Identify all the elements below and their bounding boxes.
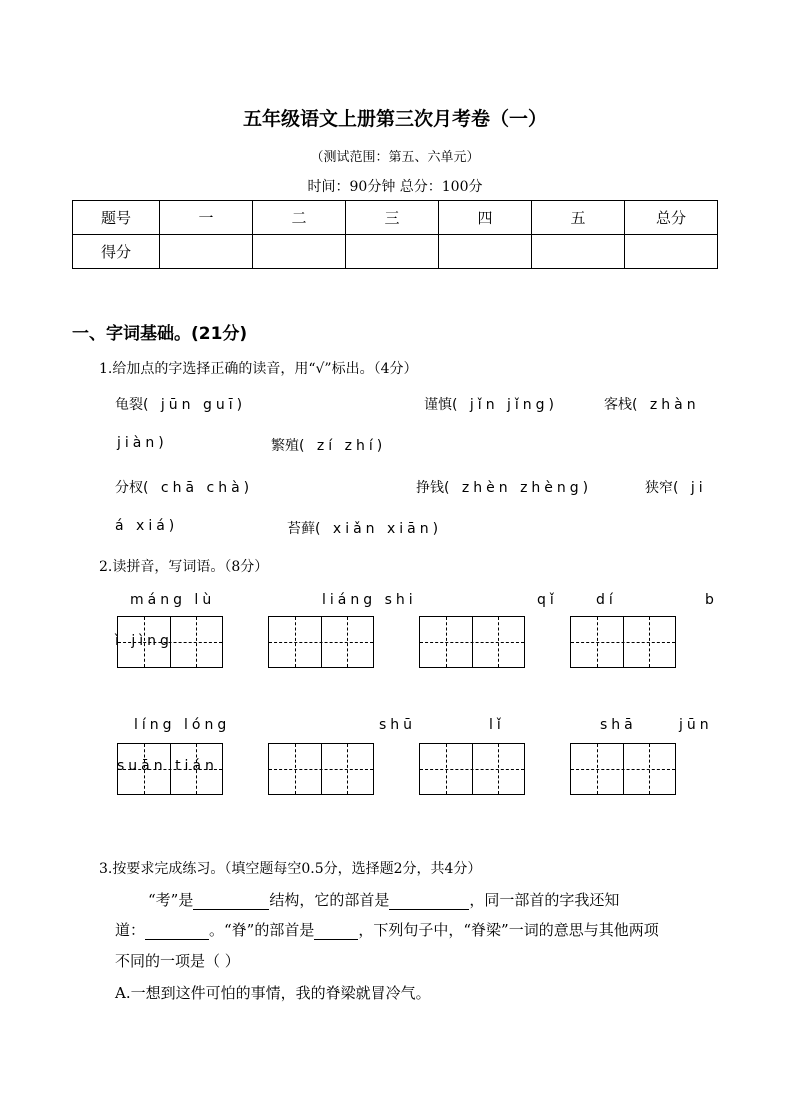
q2-pinyin-overflow: suān tián [117, 758, 218, 774]
q2-pinyin: líng lóng [134, 717, 231, 733]
q2-writing-grid[interactable] [419, 616, 525, 668]
score-table-header-cell: 总分 [625, 201, 718, 235]
exam-subtitle: （测试范围：第五、六单元） [310, 150, 480, 165]
q2-pinyin: shā [600, 717, 637, 733]
score-cell[interactable] [532, 235, 625, 269]
q2-pinyin: shū [379, 717, 417, 733]
q2-pinyin: lǐ [489, 717, 505, 733]
q2-pinyin-overflow: ì jìng [115, 633, 173, 649]
q1-word-6: 挣钱( zhèn zhèng) [416, 480, 593, 496]
q2-pinyin: liáng shi [322, 592, 417, 608]
q2-pinyin: dí [596, 592, 617, 608]
q1-word-4: 繁殖( zí zhí) [271, 438, 387, 454]
q3-blank-ji-radical[interactable] [314, 923, 358, 940]
q3-prompt: 3.按要求完成练习。（填空题每空0.5分，选择题2分，共4分） [99, 861, 482, 877]
q2-writing-grid[interactable] [570, 616, 676, 668]
q1-word-7: 狭窄( ji [645, 480, 707, 496]
score-table-header-row [73, 201, 718, 235]
score-row-label: 得分 [73, 235, 160, 269]
score-table-header-cell: 一 [160, 201, 253, 235]
q3-blank-structure[interactable] [193, 893, 269, 910]
score-table [72, 200, 718, 269]
q3-blank-same-radical[interactable] [145, 923, 209, 940]
score-cell[interactable] [439, 235, 532, 269]
q2-prompt: 2.读拼音，写词语。（8分） [99, 559, 269, 575]
q1-word-1: 龟裂( jūn guī) [115, 397, 247, 413]
q2-writing-grid[interactable] [268, 743, 374, 795]
q3-option-a[interactable]: A.一想到这件可怕的事情，我的脊梁就冒冷气。 [115, 984, 431, 1002]
q1-word-5: 分杈( chā chà) [115, 480, 254, 496]
q2-pinyin: qǐ [537, 592, 558, 608]
q1-word-8: 苔藓( xiǎn xiān) [287, 521, 443, 537]
score-cell[interactable] [253, 235, 346, 269]
q2-writing-grid[interactable] [268, 616, 374, 668]
score-table-header-cell: 四 [439, 201, 532, 235]
q2-pinyin: máng lù [130, 592, 216, 608]
score-cell[interactable] [160, 235, 253, 269]
q3-line-1: “考”是 结构，它的部首是 ，同一部首的字我还知 [148, 891, 620, 909]
q2-writing-grid[interactable] [570, 743, 676, 795]
q3-line-2: 道： 。“脊”的部首是 ，下列句子中，“脊梁”一词的意思与其他两项 [115, 921, 659, 939]
score-table-header-cell: 题号 [73, 201, 160, 235]
exam-title: 五年级语文上册第三次月考卷（一） [242, 108, 547, 130]
score-cell[interactable] [625, 235, 718, 269]
q3-line-3: 不同的一项是（ ） [115, 952, 240, 970]
q3-blank-radical[interactable] [389, 893, 469, 910]
section-1-heading: 一、字词基础。(21分) [72, 324, 248, 344]
q1-prompt: 1.给加点的字选择正确的读音，用“√”标出。（4分） [99, 361, 418, 377]
q2-writing-grid[interactable] [419, 743, 525, 795]
score-table-header-cell: 五 [532, 201, 625, 235]
score-table-header-cell: 三 [346, 201, 439, 235]
q1-word-2: 谨慎( jǐn jǐng) [424, 397, 559, 413]
q2-pinyin: jūn [679, 717, 713, 733]
q1-word-3: 客栈( zhàn [604, 397, 700, 413]
q2-pinyin: b [705, 592, 718, 608]
q1-word-7-pinyin-cont: á xiá) [115, 518, 179, 534]
score-table-header-cell: 二 [253, 201, 346, 235]
q1-word-3-pinyin-cont: jiàn) [117, 435, 168, 451]
time-info: 时间：90分钟 总分：100分 [307, 179, 483, 195]
score-cell[interactable] [346, 235, 439, 269]
score-table-score-row [73, 235, 718, 269]
